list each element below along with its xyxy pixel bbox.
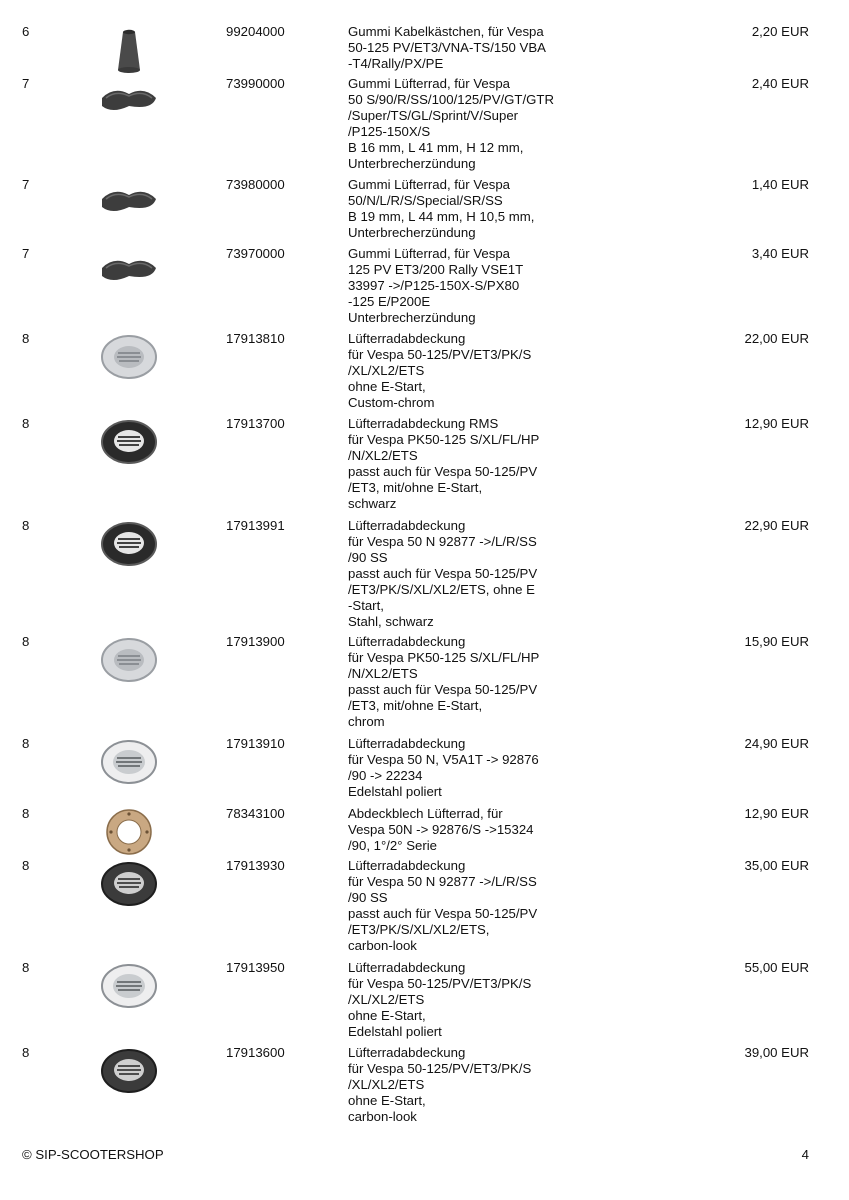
item-description [348, 76, 598, 172]
description-line: B 19 mm, L 44 mm, H 10,5 mm, [348, 209, 535, 224]
item-price: 12,90 EUR [744, 416, 809, 431]
item-price: 24,90 EUR [744, 736, 809, 751]
article-number: 17913600 [226, 1045, 285, 1060]
description-line: /90 -> 22234 [348, 768, 423, 783]
description-line: 33997 ->/P125-150X-S/PX80 [348, 278, 520, 293]
description-line: carbon-look [348, 1109, 417, 1124]
description-line: 50/N/L/R/S/Special/SR/SS [348, 193, 503, 208]
item-position: 8 [22, 960, 30, 975]
item-price: 12,90 EUR [744, 806, 809, 821]
item-position: 8 [22, 1045, 30, 1060]
description-line: Abdeckblech Lüfterrad, für [348, 806, 503, 821]
footer-copyright: © SIP-SCOOTERSHOP [22, 1147, 164, 1162]
description-line: /ET3, mit/ohne E-Start, [348, 480, 483, 495]
description-line: Lüfterradabdeckung [348, 858, 466, 873]
description-line: /XL/XL2/ETS [348, 363, 425, 378]
item-description [348, 518, 598, 630]
description-line: für Vespa 50-125/PV/ET3/PK/S [348, 1061, 532, 1076]
description-line: -125 E/P200E [348, 294, 431, 309]
description-line: Lüfterradabdeckung [348, 331, 466, 346]
item-description [348, 858, 598, 954]
description-line: Unterbrecherzündung [348, 225, 476, 240]
item-position: 8 [22, 331, 30, 346]
item-price: 22,90 EUR [744, 518, 809, 533]
article-number: 17913930 [226, 858, 285, 873]
description-line: Edelstahl poliert [348, 1024, 442, 1039]
item-description [348, 960, 598, 1040]
description-line: passt auch für Vespa 50-125/PV [348, 906, 538, 921]
item-price: 22,00 EUR [744, 331, 809, 346]
item-price: 3,40 EUR [751, 246, 809, 261]
item-description [348, 416, 598, 512]
fan-cover-black-icon [92, 416, 166, 468]
description-line: für Vespa 50 N 92877 ->/L/R/SS [348, 874, 537, 889]
fan-cover-steel-icon [92, 736, 166, 788]
description-line: /ET3, mit/ohne E-Start, [348, 698, 483, 713]
item-position: 7 [22, 246, 30, 261]
item-position: 8 [22, 518, 30, 533]
description-line: für Vespa PK50-125 S/XL/FL/HP [348, 432, 540, 447]
item-position: 7 [22, 177, 30, 192]
article-number: 99204000 [226, 24, 285, 39]
description-line: passt auch für Vespa 50-125/PV [348, 566, 538, 581]
description-line: passt auch für Vespa 50-125/PV [348, 464, 538, 479]
description-line: 125 PV ET3/200 Rally VSE1T [348, 262, 524, 277]
description-line: 50-125 PV/ET3/VNA-TS/150 VBA [348, 40, 546, 55]
description-line: schwarz [348, 496, 397, 511]
rubber-pad-icon [92, 177, 166, 229]
description-line: Lüfterradabdeckung RMS [348, 416, 499, 431]
page-number: 4 [801, 1147, 809, 1162]
article-number: 17913900 [226, 634, 285, 649]
fan-cover-chrome-icon [92, 634, 166, 686]
description-line: /N/XL2/ETS [348, 666, 418, 681]
description-line: ohne E-Start, [348, 1008, 426, 1023]
description-line: Lüfterradabdeckung [348, 736, 466, 751]
description-line: -T4/Rally/PX/PE [348, 56, 444, 71]
description-line: /XL/XL2/ETS [348, 1077, 425, 1092]
article-number: 17913950 [226, 960, 285, 975]
fan-cover-carbon-icon [92, 1045, 166, 1097]
article-number: 78343100 [226, 806, 285, 821]
item-description [348, 246, 598, 326]
item-price: 39,00 EUR [744, 1045, 809, 1060]
item-price: 55,00 EUR [744, 960, 809, 975]
description-line: für Vespa 50 N 92877 ->/L/R/SS [348, 534, 537, 549]
fan-cover-chrome-icon [92, 331, 166, 383]
description-line: /90, 1°/2° Serie [348, 838, 437, 853]
item-price: 2,40 EUR [751, 76, 809, 91]
description-line: Lüfterradabdeckung [348, 518, 466, 533]
description-line: /XL/XL2/ETS [348, 992, 425, 1007]
description-line: /Super/TS/GL/Sprint/V/Super [348, 108, 519, 123]
description-line: /ET3/PK/S/XL/XL2/ETS, [348, 922, 490, 937]
description-line: Stahl, schwarz [348, 614, 434, 629]
description-line: Custom-chrom [348, 395, 435, 410]
description-line: Gummi Lüfterrad, für Vespa [348, 177, 510, 192]
item-position: 6 [22, 24, 30, 39]
fan-cover-carbon-icon [92, 858, 166, 910]
article-number: 17913810 [226, 331, 285, 346]
description-line: /N/XL2/ETS [348, 448, 418, 463]
description-line: Gummi Kabelkästchen, für Vespa [348, 24, 544, 39]
description-line: carbon-look [348, 938, 417, 953]
item-description [348, 177, 598, 241]
rubber-pad-icon [92, 76, 166, 128]
description-line: /ET3/PK/S/XL/XL2/ETS, ohne E [348, 582, 535, 597]
item-price: 35,00 EUR [744, 858, 809, 873]
rubber-pad-icon [92, 246, 166, 298]
item-position: 8 [22, 736, 30, 751]
description-line: für Vespa 50-125/PV/ET3/PK/S [348, 347, 532, 362]
description-line: chrom [348, 714, 385, 729]
cover-plate-icon [92, 806, 166, 858]
description-line: Lüfterradabdeckung [348, 634, 466, 649]
description-line: passt auch für Vespa 50-125/PV [348, 682, 538, 697]
rubber-grommet-icon [92, 24, 166, 76]
description-line: für Vespa 50-125/PV/ET3/PK/S [348, 976, 532, 991]
description-line: Gummi Lüfterrad, für Vespa [348, 76, 510, 91]
item-description [348, 736, 598, 800]
item-position: 7 [22, 76, 30, 91]
description-line: Lüfterradabdeckung [348, 1045, 466, 1060]
description-line: ohne E-Start, [348, 1093, 426, 1108]
item-price: 15,90 EUR [744, 634, 809, 649]
description-line: Vespa 50N -> 92876/S ->15324 [348, 822, 534, 837]
description-line: Unterbrecherzündung [348, 156, 476, 171]
description-line: für Vespa PK50-125 S/XL/FL/HP [348, 650, 540, 665]
article-number: 17913991 [226, 518, 285, 533]
item-description [348, 634, 598, 730]
item-price: 2,20 EUR [751, 24, 809, 39]
item-description [348, 24, 598, 72]
description-line: /P125-150X/S [348, 124, 431, 139]
fan-cover-black-icon [92, 518, 166, 570]
item-position: 8 [22, 858, 30, 873]
description-line: /90 SS [348, 550, 388, 565]
description-line: Lüfterradabdeckung [348, 960, 466, 975]
item-description [348, 806, 598, 854]
description-line: Edelstahl poliert [348, 784, 442, 799]
item-position: 8 [22, 634, 30, 649]
article-number: 17913700 [226, 416, 285, 431]
item-description [348, 331, 598, 411]
description-line: /90 SS [348, 890, 388, 905]
description-line: -Start, [348, 598, 384, 613]
item-description [348, 1045, 598, 1125]
description-line: Gummi Lüfterrad, für Vespa [348, 246, 510, 261]
description-line: B 16 mm, L 41 mm, H 12 mm, [348, 140, 524, 155]
description-line: 50 S/90/R/SS/100/125/PV/GT/GTR [348, 92, 554, 107]
item-position: 8 [22, 416, 30, 431]
article-number: 73970000 [226, 246, 285, 261]
article-number: 17913910 [226, 736, 285, 751]
description-line: Unterbrecherzündung [348, 310, 476, 325]
description-line: für Vespa 50 N, V5A1T -> 92876 [348, 752, 539, 767]
description-line: ohne E-Start, [348, 379, 426, 394]
item-price: 1,40 EUR [751, 177, 809, 192]
article-number: 73990000 [226, 76, 285, 91]
item-position: 8 [22, 806, 30, 821]
fan-cover-steel-icon [92, 960, 166, 1012]
article-number: 73980000 [226, 177, 285, 192]
